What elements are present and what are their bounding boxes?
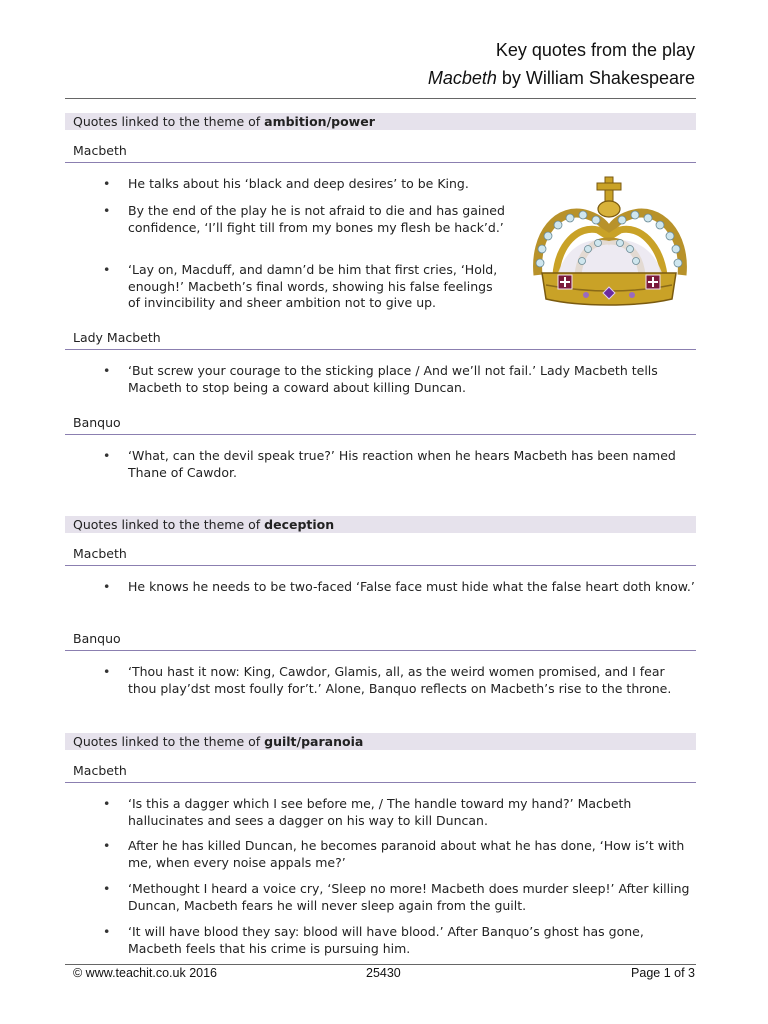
character-group bbox=[65, 631, 696, 651]
document-title: Key quotes from the play bbox=[495, 40, 695, 60]
quote-list bbox=[65, 363, 696, 396]
crown-icon bbox=[528, 175, 692, 315]
character-heading: Macbeth bbox=[65, 546, 696, 566]
quote-list bbox=[65, 448, 696, 481]
footer-page-number: Page 1 of 3 bbox=[631, 966, 695, 980]
character-group bbox=[65, 546, 696, 566]
quote-list bbox=[65, 176, 505, 193]
theme-section-guilt bbox=[65, 733, 696, 750]
quote-item: • ‘Is this a dagger which I see before me, / The handle toward my hand?’ Macbeth hallucinates and sees a dagger on his way to kill Duncan. bbox=[65, 796, 696, 829]
footer-copyright: © www.teachit.co.uk 2016 bbox=[73, 966, 218, 980]
character-heading: Macbeth bbox=[65, 143, 696, 163]
theme-bar bbox=[65, 733, 696, 750]
header-divider bbox=[65, 98, 696, 99]
character-heading: Lady Macbeth bbox=[65, 330, 696, 350]
character-group bbox=[65, 143, 696, 163]
theme-section-deception bbox=[65, 516, 696, 533]
quote-item: • ‘Methought I heard a voice cry, ‘Sleep no more! Macbeth does murder sleep!’ After killing Duncan, Macbeth fears he will never sleep again from the guilt. bbox=[65, 881, 696, 914]
quote-list bbox=[65, 579, 696, 596]
quote-item: • ‘It will have blood they say: blood will have blood.’ After Banquo’s ghost has gone, Macbeth feels that his crime is pursuing him. bbox=[65, 924, 696, 957]
quote-list bbox=[65, 203, 505, 236]
quote-item: • ‘What, can the devil speak true?’ His reaction when he hears Macbeth has been named Thane of Cawdor. bbox=[65, 448, 696, 481]
document-subtitle bbox=[428, 68, 695, 89]
quote-list bbox=[65, 262, 505, 312]
theme-prefix: Quotes linked to the theme of bbox=[73, 517, 265, 532]
quote-item: • After he has killed Duncan, he becomes paranoid about what he has done, ‘How is’t with me, when every noise appals me?’ bbox=[65, 838, 696, 871]
theme-prefix: Quotes linked to the theme of bbox=[73, 734, 265, 749]
quote-item: • ‘Lay on, Macduff, and damn’d be him that first cries, ‘Hold, enough!’ Macbeth’s final words, showing his false feelings of invincibility and sheer ambition not to give up. bbox=[65, 262, 505, 312]
quote-list bbox=[65, 881, 696, 914]
theme-prefix: Quotes linked to the theme of bbox=[73, 114, 265, 129]
quote-item: • By the end of the play he is not afraid to die and has gained confidence, ‘I’ll fight till from my bones my flesh be hack’d.’ bbox=[65, 203, 505, 236]
theme-name: guilt/paranoia bbox=[264, 734, 364, 749]
theme-name: deception bbox=[264, 517, 335, 532]
character-heading: Banquo bbox=[65, 415, 696, 435]
character-heading: Macbeth bbox=[65, 763, 696, 783]
theme-name: ambition/power bbox=[264, 114, 375, 129]
play-title: Macbeth bbox=[427, 68, 497, 88]
quote-item: • ‘Thou hast it now: King, Cawdor, Glamis, all, as the weird women promised, and I fear thou play’dst most foully for’t.’ Alone, Banquo reflects on Macbeth’s rise to the throne. bbox=[65, 664, 696, 697]
quote-item: • He talks about his ‘black and deep desires’ to be King. bbox=[65, 176, 505, 193]
footer-code: 25430 bbox=[366, 966, 401, 980]
theme-bar bbox=[65, 113, 696, 130]
quote-list bbox=[65, 924, 696, 957]
character-heading: Banquo bbox=[65, 631, 696, 651]
quote-item: • ‘But screw your courage to the sticking place / And we’ll not fail.’ Lady Macbeth tells Macbeth to stop being a coward about killing Duncan. bbox=[65, 363, 696, 396]
theme-section-ambition bbox=[65, 113, 696, 130]
character-group bbox=[65, 330, 696, 350]
theme-bar bbox=[65, 516, 696, 533]
character-group bbox=[65, 415, 696, 435]
byline: by William Shakespeare bbox=[496, 68, 695, 88]
quote-list bbox=[65, 664, 696, 697]
character-group bbox=[65, 763, 696, 783]
quote-item: • He knows he needs to be two-faced ‘False face must hide what the false heart doth know.’ bbox=[65, 579, 696, 596]
quote-list bbox=[65, 796, 696, 829]
footer-divider bbox=[65, 964, 696, 965]
quote-list bbox=[65, 838, 696, 871]
